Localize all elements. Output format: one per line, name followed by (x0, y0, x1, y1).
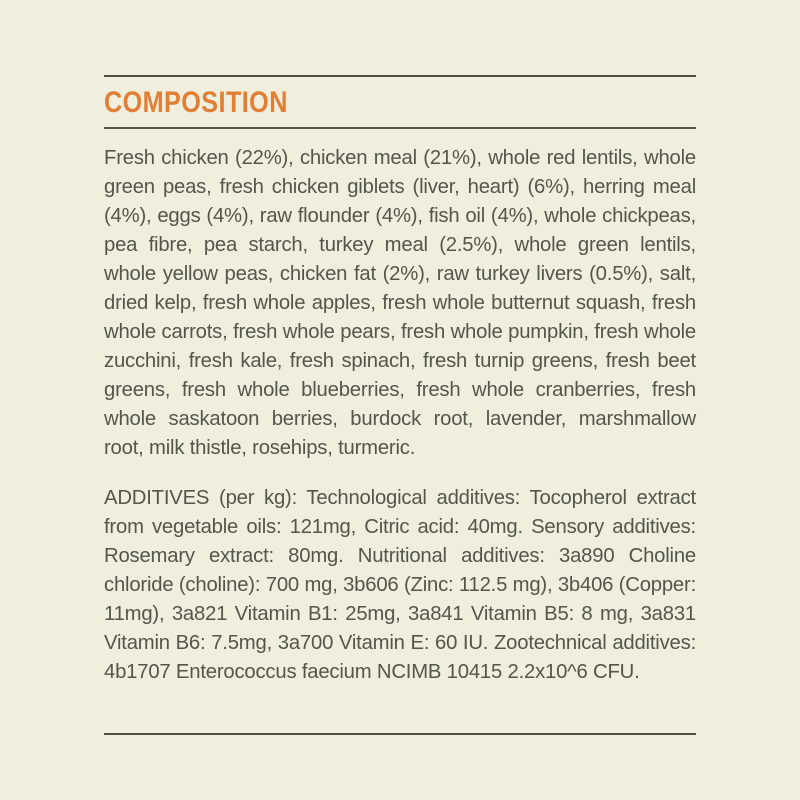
section-title: COMPOSITION (104, 86, 288, 119)
composition-paragraph: Fresh chicken (22%), chicken meal (21%), whole red lentils, whole green peas, fresh chicken giblets (liver, heart) (6%), herring meal (4%), eggs (4%), raw flounder (4%), fish oil (4%), whole chickpeas, pea fibre, pea starch, turkey meal (2.5%), whole green lentils, whole yellow peas, chicken fat (2%), raw turkey livers (0.5%), salt, dried kelp, fresh whole apples, fresh whole butternut squash, fresh whole carrots, fresh whole pears, fresh whole pumpkin, fresh whole zucchini, fresh kale, fresh spinach, fresh turnip greens, fresh beet greens, fresh whole blueberries, fresh whole cranberries, fresh whole saskatoon berries, burdock root, lavender, marshmallow root, milk thistle, rosehips, turmeric. (104, 147, 696, 459)
top-divider (104, 75, 696, 77)
heading-divider (104, 127, 696, 129)
additives-paragraph: ADDITIVES (per kg): Technological additives: Tocopherol extract from vegetable oils: 121mg, Citric acid: 40mg. Sensory additives: Rosemary extract: 80mg. Nutritional additives: 3a890 Choline chloride (choline): 700 mg, 3b606 (Zinc: 112.5 mg), 3b406 (Copper: 11mg), 3a821 Vitamin B1: 25mg, 3a841 Vitamin B5: 8 mg, 3a831 Vitamin B6: 7.5mg, 3a700 Vitamin E: 60 IU. Zootechnical additives: 4b1707 Enterococcus faecium NCIMB 10415 2.2x10^6 CFU. (104, 487, 696, 683)
bottom-divider (104, 733, 696, 735)
